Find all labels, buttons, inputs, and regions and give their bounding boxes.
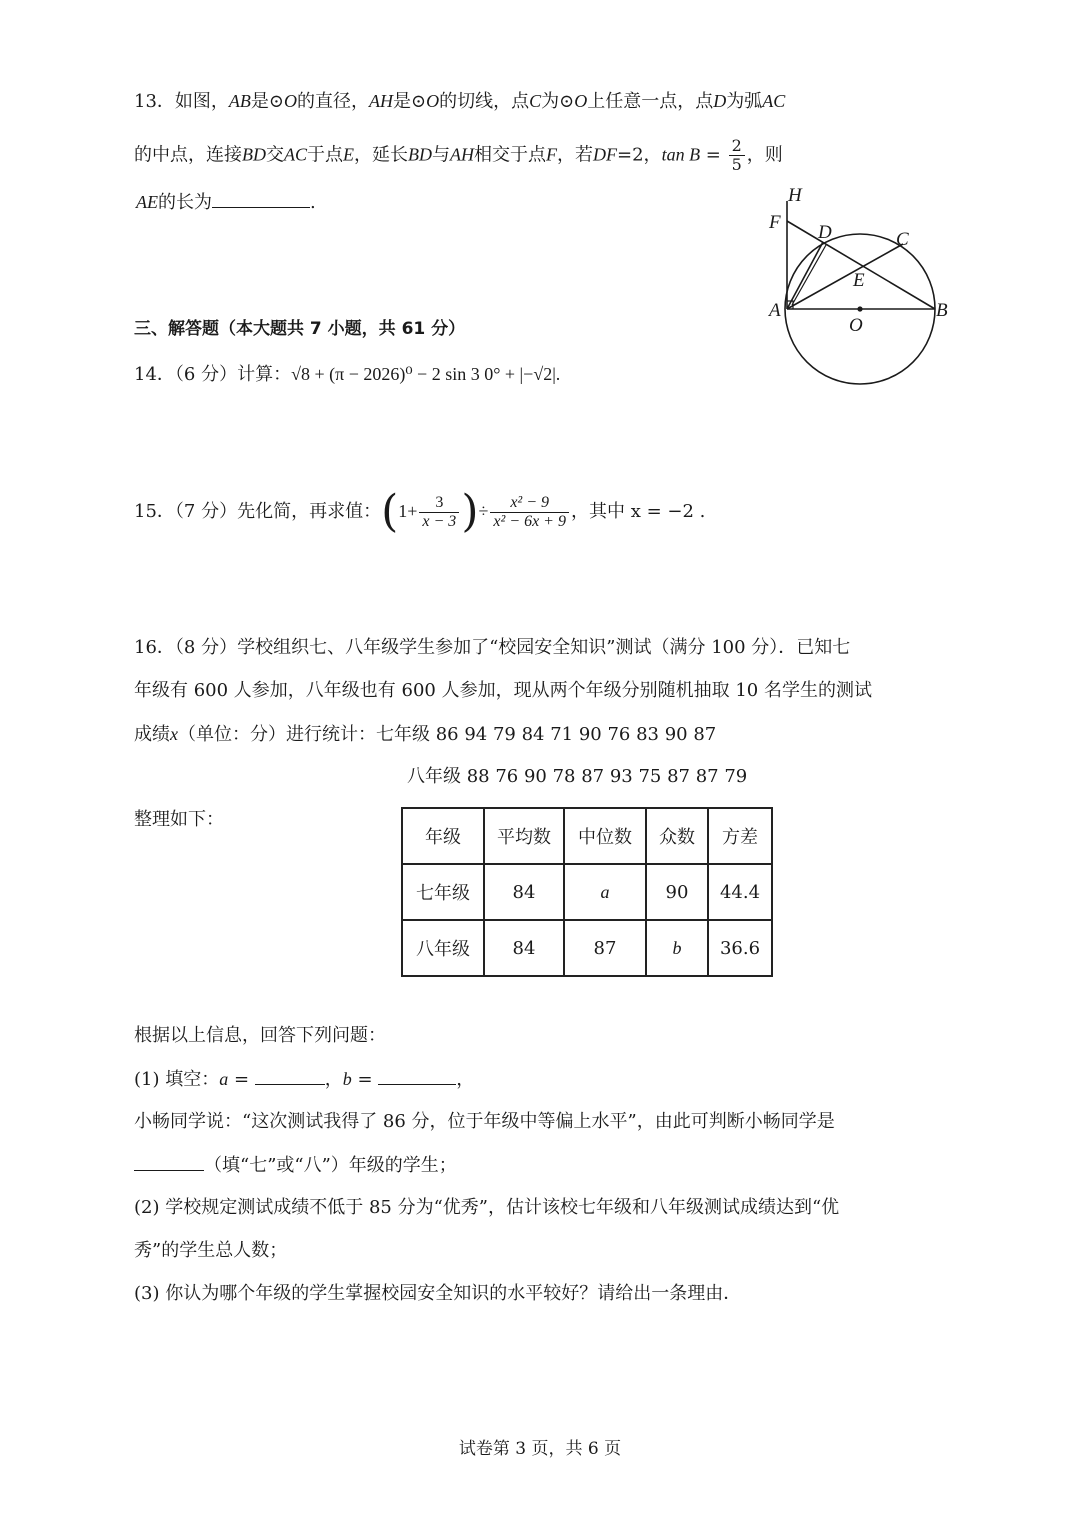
label-d: D — [818, 222, 832, 243]
table-header-cell: 年级 — [402, 808, 484, 864]
q16-intro: 根据以上信息，回答下列问题： — [134, 1025, 386, 1046]
table-row — [402, 864, 772, 920]
label-b: B — [936, 300, 948, 321]
q14-line: 14．（6 分）计算：√8 + (π − 2026)⁰ − 2 sin 3 0° + |−√2|. — [134, 364, 561, 385]
q16-line3: 成绩x（单位：分）进行统计：七年级 86 94 79 84 71 90 76 83 90 87 — [134, 724, 717, 745]
q13-line2: 的中点，连接BD交AC于点E，延长BD与AH相交于点F，若DF=2，tan B = $\frac{2}{5}$ ，则 — [134, 136, 783, 174]
label-o: O — [849, 315, 863, 336]
q16-line1: 16．（8 分）学校组织七、八年级学生参加了“校园安全知识”测试（满分 100 分）．已知七 — [134, 637, 851, 658]
right-paren: ) — [461, 486, 479, 537]
table-cell: 90 — [646, 864, 708, 920]
statistics-table — [401, 807, 773, 977]
label-f: F — [769, 212, 781, 233]
center-point-o — [857, 306, 862, 311]
circle-geometry-figure — [760, 182, 960, 392]
answer-blank-b[interactable] — [378, 1066, 456, 1085]
label-h: H — [788, 185, 802, 206]
q13-line1: 13．如图，AB是⊙O的直径，AH是⊙O的切线，点C为⊙O上任意一点，点D为弧AC — [134, 91, 786, 112]
q15-line: 15．（7 分）先化简，再求值：(1+ $\frac{3}{x - 3}$ )÷ $\frac{\text{x² − 9}}{\text{x² − 6x + 9}}$ ，其中 x = −2 . — [134, 486, 706, 537]
q16-line4: 八年级 88 76 90 78 87 93 75 87 87 79 — [407, 766, 748, 787]
table-cell: 84 — [484, 920, 564, 976]
answer-blank-grade[interactable] — [134, 1152, 204, 1171]
q16-part1-line1: (1) 填空：a = ，b = ， — [134, 1066, 474, 1093]
left-paren: ( — [381, 486, 399, 537]
table-cell: 44.4 — [708, 864, 772, 920]
section-title: 三、解答题（本大题共 7 小题，共 61 分） — [134, 319, 466, 339]
answer-blank-ae[interactable] — [212, 189, 310, 208]
page-footer: 试卷第 3 页，共 6 页 — [458, 1439, 622, 1459]
q16-part2-line1: (2) 学校规定测试成绩不低于 85 分为“优秀”，估计该校七年级和八年级测试成绩达到“优 — [134, 1197, 840, 1218]
tan-fraction: $\frac{2}{5}$ — [729, 137, 745, 174]
label-c: C — [896, 229, 909, 250]
q13-line3: AE的长为 . — [136, 189, 316, 216]
table-cell: b — [646, 920, 708, 976]
table-header-cell: 中位数 — [564, 808, 646, 864]
table-header-row — [402, 808, 772, 864]
table-cell: a — [564, 864, 646, 920]
table-header-cell: 众数 — [646, 808, 708, 864]
q16-part1-line3: （填“七”或“八”）年级的学生； — [134, 1152, 457, 1179]
table-cell: 87 — [564, 920, 646, 976]
table-cell: 84 — [484, 864, 564, 920]
q16-organize: 整理如下： — [134, 809, 224, 830]
fraction-3-over-x-minus-3: $\frac{3}{x - 3}$ — [419, 494, 459, 531]
table-cell: 八年级 — [402, 920, 484, 976]
q16-part3: (3) 你认为哪个年级的学生掌握校园安全知识的水平较好？请给出一条理由． — [134, 1283, 742, 1304]
label-a: A — [769, 300, 781, 321]
q16-part2-line2: 秀”的学生总人数； — [134, 1240, 288, 1261]
answer-blank-a[interactable] — [255, 1066, 325, 1085]
q16-line2: 年级有 600 人参加，八年级也有 600 人参加，现从两个年级分别随机抽取 10 名学生的测试 — [134, 680, 872, 701]
label-e: E — [853, 270, 865, 291]
table-cell: 36.6 — [708, 920, 772, 976]
table-header-cell: 平均数 — [484, 808, 564, 864]
table-row — [402, 920, 772, 976]
table-cell: 七年级 — [402, 864, 484, 920]
table-header-cell: 方差 — [708, 808, 772, 864]
fraction-quadratic: $\frac{\text{x² − 9}}{\text{x² − 6x + 9}}$ — [490, 494, 569, 531]
q16-part1-line2: 小畅同学说：“这次测试我得了 86 分，位于年级中等偏上水平”，由此可判断小畅同学是 — [134, 1111, 835, 1132]
